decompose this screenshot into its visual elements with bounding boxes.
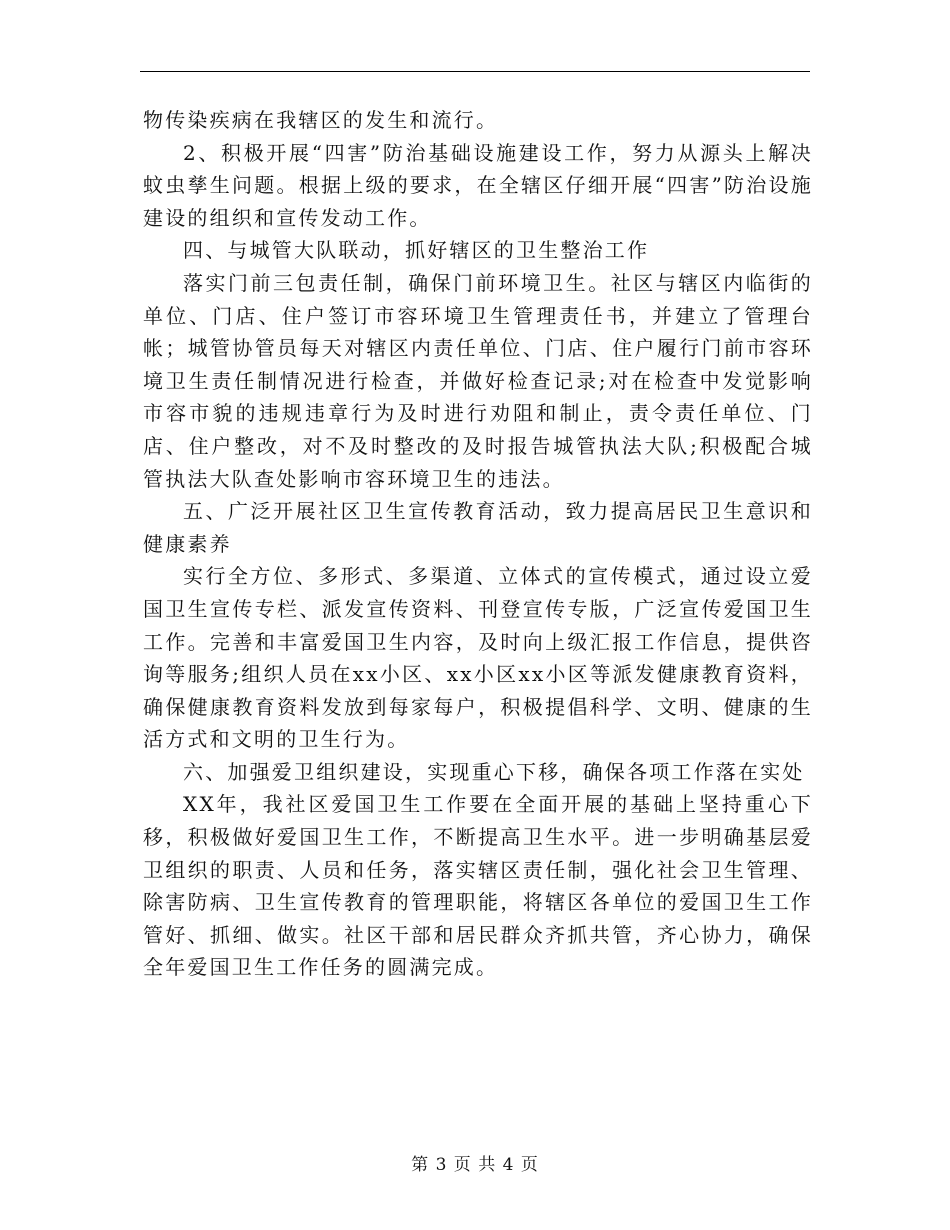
document-body xyxy=(143,104,813,984)
section-heading-4: 四、与城管大队联动，抓好辖区的卫生整治工作 xyxy=(183,238,650,263)
paragraph-section-4-body: 落实门前三包责任制，确保门前环境卫生。社区与辖区内临街的单位、门店、住户签订市容环境卫生管理责任书，并建立了管理台帐；城管协管员每天对辖区内责任单位、门店、住户履行门前市容环境卫生责任制情况进行检查，并做好检查记录;对在检查中发觉影响市容市貌的违规违章行为及时进行劝阻和制止，责令责任单位、门店、住户整改，对不及时整改的及时报告城管执法大队;积极配合城管执法大队查处影响市容环境卫生的违法。 xyxy=(143,270,813,491)
paragraph-section-5-body: 实行全方位、多形式、多渠道、立体式的宣传模式，通过设立爱国卫生宣传专栏、派发宣传资料、刊登宣传专版，广泛宣传爱国卫生工作。完善和丰富爱国卫生内容，及时向上级汇报工作信息，提供咨询等服务;组织人员在xx小区、xx小区xx小区等派发健康教育资料，确保健康教育资料发放到每家每户，积极提倡科学、文明、健康的生活方式和文明的卫生行为。 xyxy=(143,564,813,752)
header-rule xyxy=(140,71,810,72)
page-number-footer: 第 3 页 共 4 页 xyxy=(411,1155,539,1175)
section-heading-5: 五、广泛开展社区卫生宣传教育活动，致力提高居民卫生意识和健康素养 xyxy=(143,499,813,556)
paragraph-item-2: 2、积极开展“四害”防治基础设施建设工作，努力从源头上解决蚊虫孳生问题。根据上级的要求，在全辖区仔细开展“四害”防治设施建设的组织和宣传发动工作。 xyxy=(143,140,813,230)
section-heading-6: 六、加强爱卫组织建设，实现重心下移，确保各项工作落在实处 xyxy=(183,759,805,784)
paragraph-section-6-body: XX年，我社区爱国卫生工作要在全面开展的基础上坚持重心下移，积极做好爱国卫生工作，不断提高卫生水平。进一步明确基层爱卫组织的职责、人员和任务，落实辖区责任制，强化社会卫生管理、除害防病、卫生宣传教育的管理职能，将辖区各单位的爱国卫生工作管好、抓细、做实。社区干部和居民群众齐抓共管，齐心协力，确保全年爱国卫生工作任务的圆满完成。 xyxy=(143,792,813,980)
paragraph-continuation: 物传染疾病在我辖区的发生和流行。 xyxy=(143,108,499,132)
